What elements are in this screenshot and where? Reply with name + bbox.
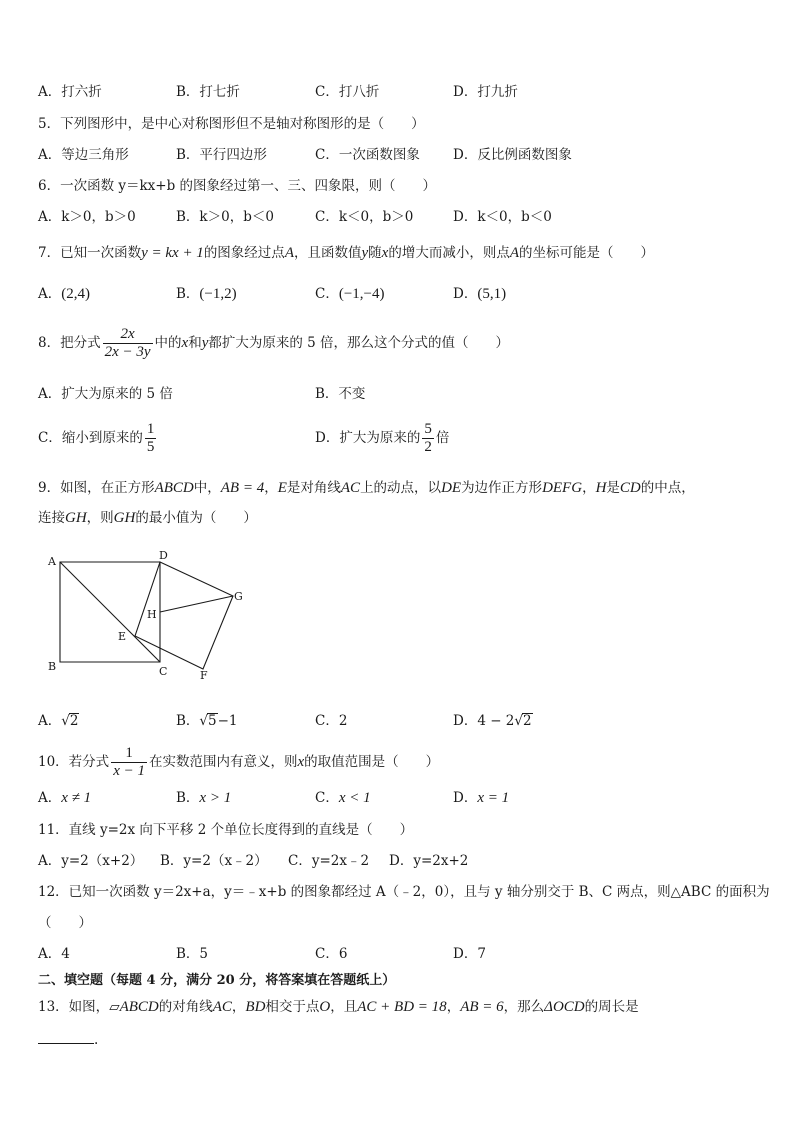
q10-fraction: $\frac{1}{x - 1}$ <box>113 745 145 779</box>
q5-option-b: B．平行四边形 <box>176 147 267 163</box>
q11-option-d: D．y=2x+2 <box>389 853 469 869</box>
q7-option-b: B．(−1,2) <box>176 286 237 302</box>
q8-option-b: B．不变 <box>315 386 366 402</box>
label-f: F <box>200 669 208 682</box>
q7-stem: 7．已知一次函数y = kx + 1的图象经过点A，且函数值y随x的增大而减小，则点A的坐标可能是（ ） <box>38 245 654 261</box>
q9-option-c: C．2 <box>315 713 348 729</box>
q4-option-a: A．打六折 <box>38 84 102 100</box>
q7-option-d: D．(5,1) <box>453 286 507 302</box>
q9-option-a: A．√2 <box>38 713 79 729</box>
q4-option-b: B．打七折 <box>176 84 240 100</box>
q13-answer-blank[interactable]: . <box>38 1030 98 1050</box>
q12-option-c: C．6 <box>315 946 348 962</box>
q9-stem-line2: 连接GH，则GH的最小值为（ ） <box>38 510 257 526</box>
q11-option-a: A．y=2（x+2） <box>38 853 144 869</box>
q12-option-a: A．4 <box>38 946 70 962</box>
q9-option-d: D．4 − 2√2 <box>453 713 532 729</box>
q9-option-b: B．√5−1 <box>176 713 238 729</box>
q10-option-b: B．x > 1 <box>176 790 232 806</box>
q6-option-d: D．k＜0，b＜0 <box>453 209 552 225</box>
q6-stem: 6．一次函数 y＝kx+b 的图象经过第一、三、四象限，则（ ） <box>38 178 437 194</box>
q12-option-d: D．7 <box>453 946 486 962</box>
q12-option-b: B．5 <box>176 946 209 962</box>
q8-option-a: A．扩大为原来的 5 倍 <box>38 386 173 402</box>
q8-option-c: C．缩小到原来的 $\frac{1}{5}$ <box>38 421 155 455</box>
q12-stem-line2: （ ） <box>38 915 92 931</box>
label-g: G <box>234 590 243 603</box>
label-a: A <box>48 555 56 568</box>
q13-stem: 13．如图，▱ABCD的对角线AC，BD相交于点O，且AC + BD = 18，AB = 6，那么ΔOCD的周长是 <box>38 999 639 1015</box>
q8-option-d: D．扩大为原来的 $\frac{5}{2}$ 倍 <box>315 421 450 455</box>
q7-option-a: A．(2,4) <box>38 286 90 302</box>
q5-option-a: A．等边三角形 <box>38 147 129 163</box>
q11-stem: 11．直线 y=2x 向下平移 2 个单位长度得到的直线是（ ） <box>38 822 414 838</box>
q6-option-a: A．k＞0，b＞0 <box>38 209 136 225</box>
q10-stem: 10．若分式 $\frac{1}{x - 1}$ 在实数范围内有意义，则x的取值范围是（ ） <box>38 745 440 779</box>
q12-stem: 12．已知一次函数 y＝2x+a，y＝﹣x+b 的图象都经过 A（﹣2，0），且与 y 轴分别交于 B、C 两点，则△ABC 的面积为 <box>38 884 770 900</box>
q11-option-c: C．y=2x﹣2 <box>288 853 370 869</box>
q9-geometry-figure <box>40 548 260 683</box>
q4-option-c: C．打八折 <box>315 84 380 100</box>
q5-option-c: C．一次函数图象 <box>315 147 420 163</box>
label-c: C <box>159 665 168 678</box>
q7-option-c: C．(−1,−4) <box>315 286 385 302</box>
section-heading-fill-blank: 二、填空题（每题 4 分，满分 20 分，将答案填在答题纸上） <box>38 973 396 988</box>
q10-option-d: D．x = 1 <box>453 790 510 806</box>
label-b: B <box>48 660 57 673</box>
q8-fraction: $\frac{2x}{2x - 3y}$ <box>104 326 151 360</box>
q5-option-d: D．反比例函数图象 <box>453 147 572 163</box>
q6-option-c: C．k＜0，b＞0 <box>315 209 414 225</box>
segment-gh <box>160 596 233 612</box>
q11-option-b: B．y=2（x﹣2） <box>160 853 268 869</box>
q4-option-d: D．打九折 <box>453 84 518 100</box>
diagonal-ac <box>60 562 160 662</box>
q9-stem: 9．如图，在正方形ABCD中，AB = 4，E是对角线AC上的动点，以DE为边作正方形DEFG，H是CD的中点， <box>38 480 695 496</box>
q8-stem: 8．把分式 $\frac{2x}{2x - 3y}$ 中的x和y都扩大为原来的 5 倍，那么这个分式的值（ ） <box>38 326 510 360</box>
q10-option-a: A．x ≠ 1 <box>38 790 92 806</box>
label-h: H <box>147 608 157 621</box>
q10-option-c: C．x < 1 <box>315 790 371 806</box>
q6-option-b: B．k＞0，b＜0 <box>176 209 274 225</box>
label-e: E <box>118 630 127 643</box>
q5-stem: 5．下列图形中，是中心对称图形但不是轴对称图形的是（ ） <box>38 116 425 132</box>
label-d: D <box>159 549 168 562</box>
